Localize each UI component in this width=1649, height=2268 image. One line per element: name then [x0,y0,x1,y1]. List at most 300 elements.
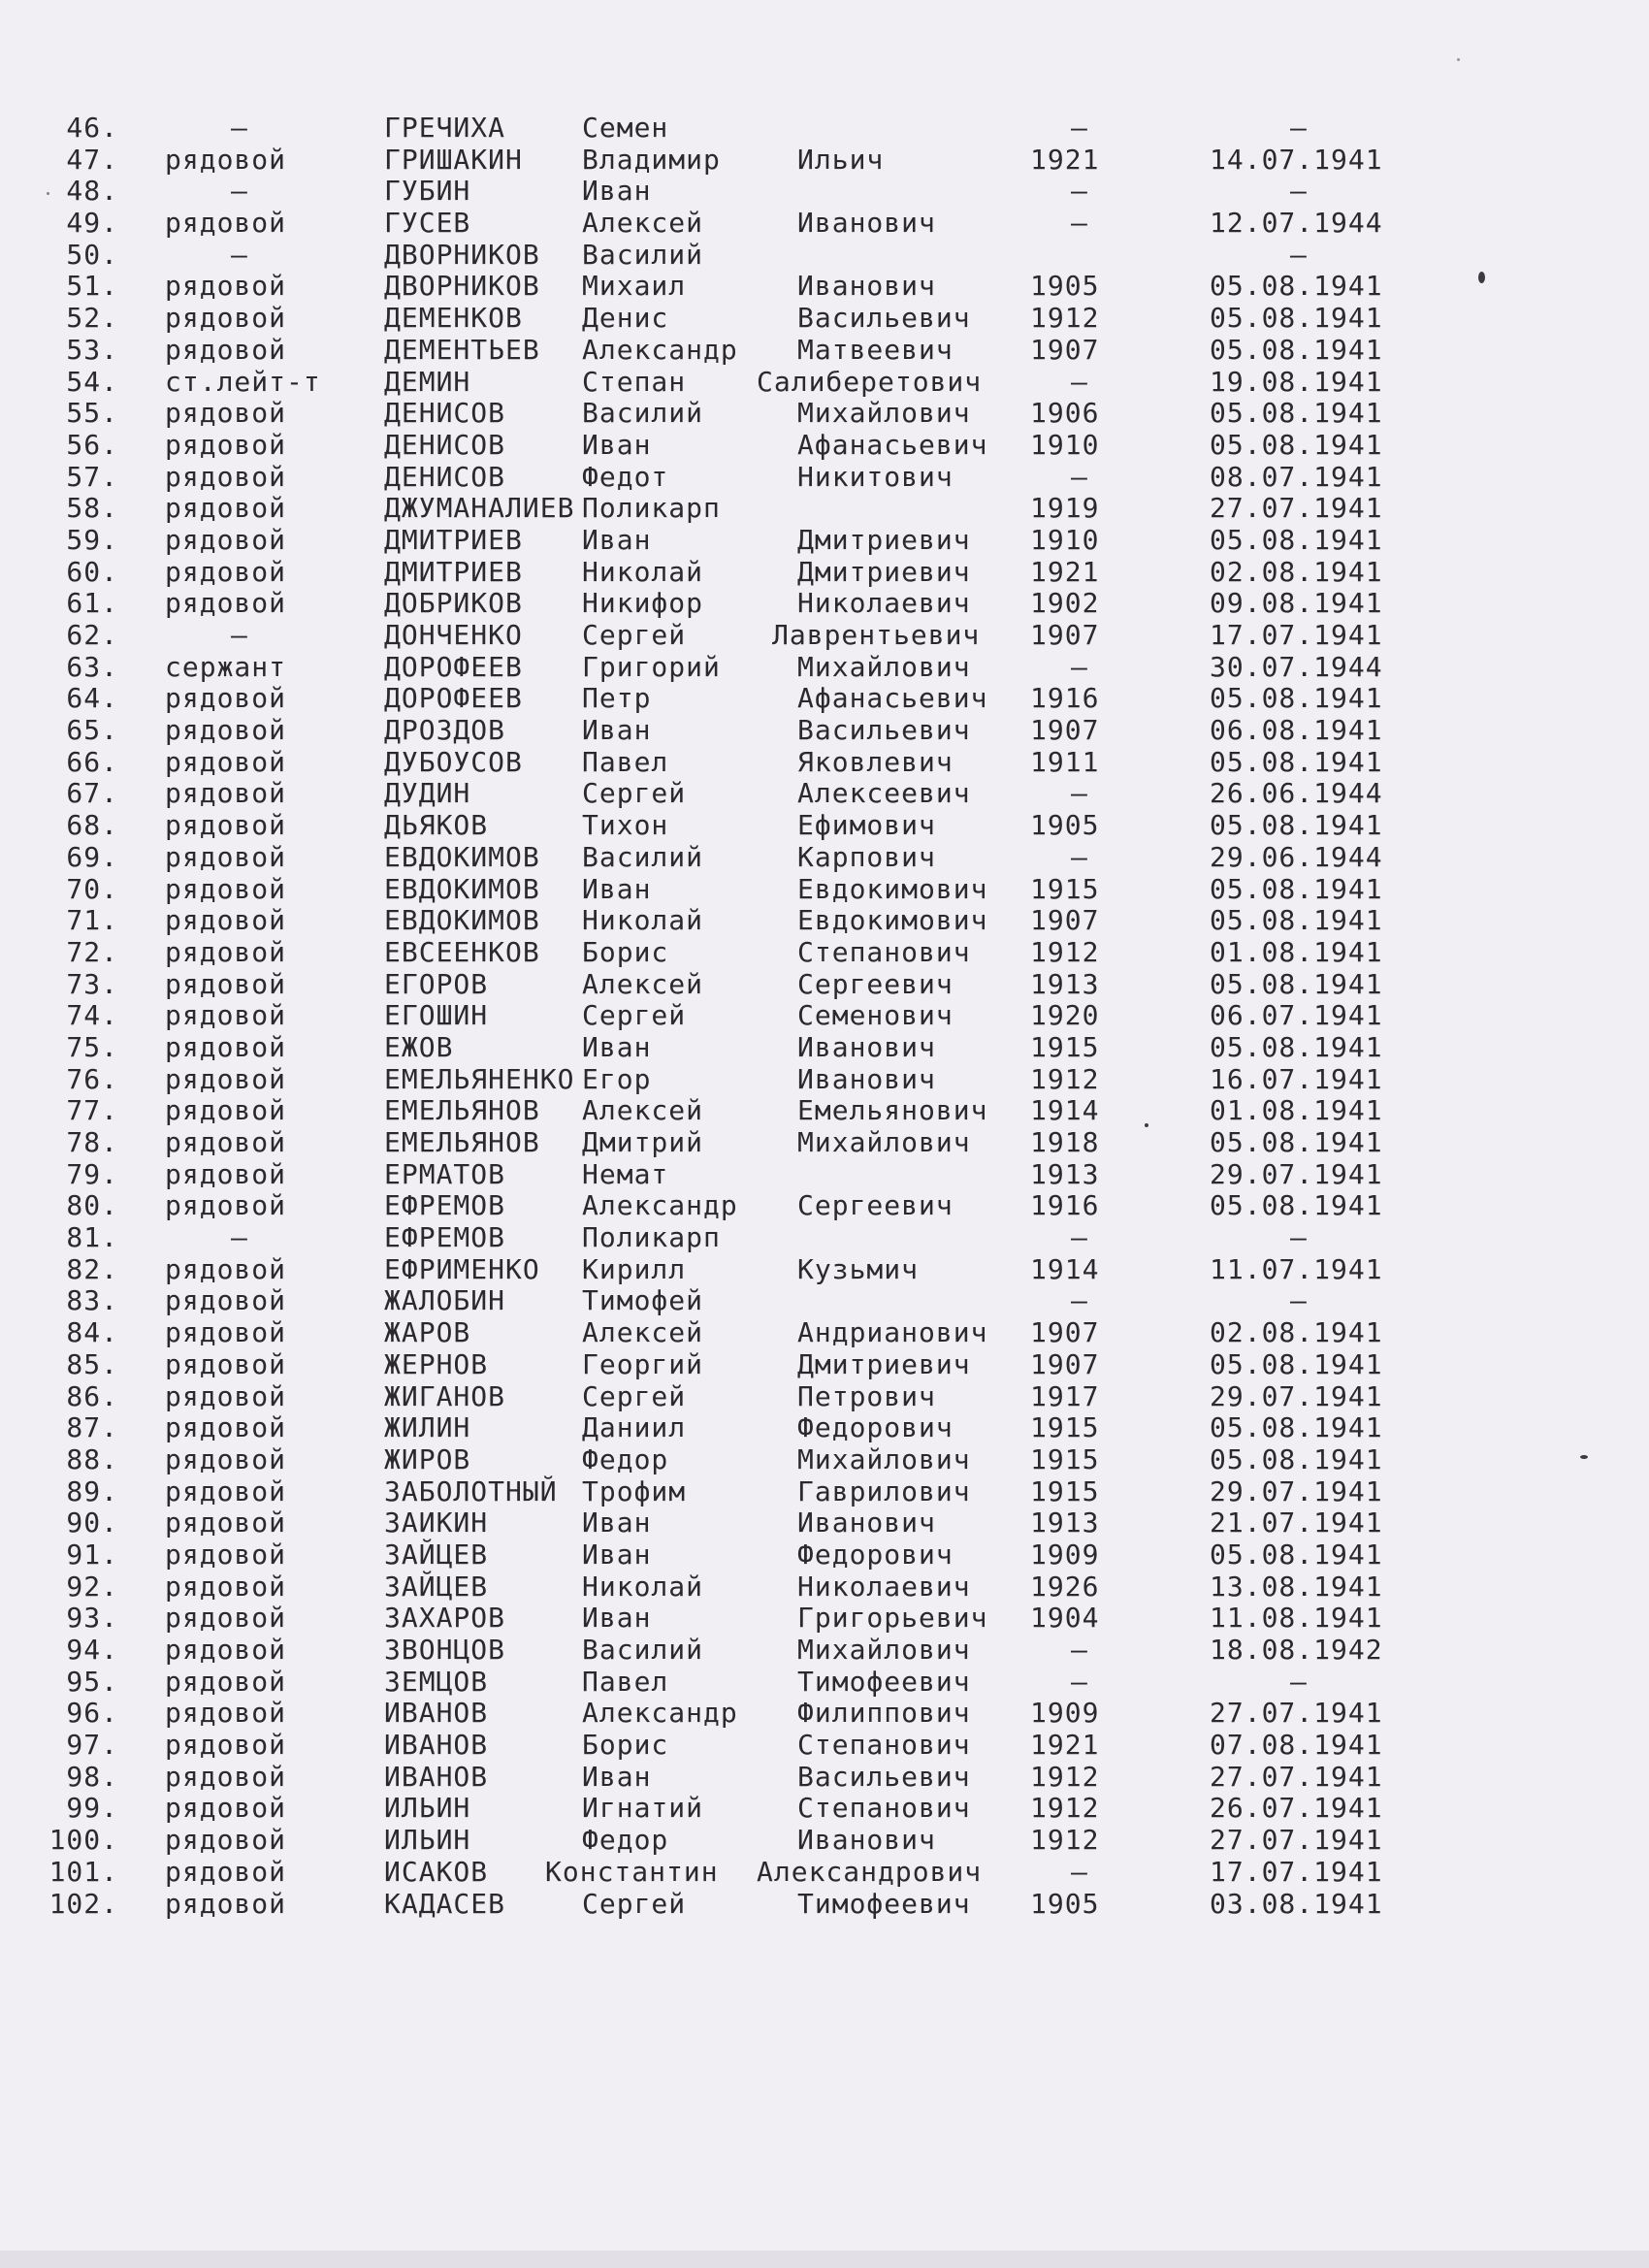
rank: – [231,238,248,271]
row-number: 81. [66,1221,118,1254]
row-number: 58. [66,492,118,525]
first-name: Александр [582,1697,738,1730]
first-name: Тимофей [582,1284,704,1317]
surname: ЗАЙЦЕВ [384,1538,489,1571]
patronymic: Карпович [797,840,936,873]
row-number: 91. [66,1538,118,1571]
birth-year: 1919 [1030,492,1100,525]
first-name: Иван [582,523,652,556]
first-name: Николай [582,555,704,588]
first-name: Иван [582,1030,652,1063]
first-name: Егор [582,1062,652,1095]
rank: рядовой [165,1126,287,1158]
surname: ГУСЕВ [384,207,471,240]
date: 26.07.1941 [1210,1792,1383,1825]
surname: ДМИТРИЕВ [384,523,523,556]
rank: рядовой [165,1379,287,1412]
patronymic: Михайлович [797,1634,971,1666]
rank: – [231,619,248,651]
birth-year: 1905 [1030,1887,1100,1920]
surname: ЖЕРНОВ [384,1347,489,1380]
rank: рядовой [165,1189,287,1222]
list-row [0,1412,1649,1444]
list-row [0,778,1649,810]
rank: рядовой [165,1665,287,1698]
row-number: 52. [66,302,118,335]
list-row [0,683,1649,715]
surname: ЗЕМЦОВ [384,1665,489,1698]
surname: ДЖУМАНАЛИЕВ [384,492,575,525]
surname: ЕВДОКИМОВ [384,904,540,937]
surname: ЕГОШИН [384,999,489,1032]
row-number: 101. [48,1855,118,1888]
patronymic: Михайлович [797,1442,971,1475]
birth-year: 1917 [1030,1379,1100,1412]
row-number: 78. [66,1126,118,1158]
row-number: 63. [66,650,118,683]
date: 07.08.1941 [1210,1729,1383,1762]
date: 12.07.1944 [1210,207,1383,240]
row-number: 68. [66,809,118,842]
surname: ЕВДОКИМОВ [384,840,540,873]
birth-year: 1915 [1030,1411,1100,1444]
list-row [0,1698,1649,1730]
first-name: Денис [582,302,669,335]
date: 11.07.1941 [1210,1252,1383,1285]
row-number: 47. [66,143,118,176]
date: 14.07.1941 [1210,143,1383,176]
surname: ДУДИН [384,777,471,810]
date: – [1290,1284,1308,1317]
surname: ДВОРНИКОВ [384,270,540,303]
rank: рядовой [165,777,287,810]
row-number: 85. [66,1347,118,1380]
patronymic: Дмитриевич [797,1347,971,1380]
list-row [0,113,1649,145]
surname: ДОРОФЕЕВ [384,682,523,715]
rank: рядовой [165,523,287,556]
rank: рядовой [165,714,287,747]
row-number: 51. [66,270,118,303]
rank: рядовой [165,555,287,588]
first-name: Николай [582,1570,704,1603]
list-row [0,1539,1649,1571]
birth-year: 1913 [1030,967,1100,1000]
date: 05.08.1941 [1210,809,1383,842]
date: 01.08.1941 [1210,935,1383,968]
surname: ИЛЬИН [384,1824,471,1857]
birth-year: 1915 [1030,1474,1100,1507]
list-row [0,493,1649,525]
first-name: Георгий [582,1347,704,1380]
list-row [0,1032,1649,1064]
patronymic: Ильич [797,143,885,176]
list-row [0,1571,1649,1604]
date: 29.06.1944 [1210,840,1383,873]
row-number: 77. [66,1094,118,1127]
patronymic: Николаевич [797,587,971,620]
rank: рядовой [165,1316,287,1349]
first-name: Александр [582,1189,738,1222]
rank: рядовой [165,1507,287,1539]
patronymic: Ефимович [797,809,936,842]
patronymic: Дмитриевич [797,523,971,556]
date: 08.07.1941 [1210,460,1383,493]
birth-year: 1909 [1030,1538,1100,1571]
rank: рядовой [165,460,287,493]
birth-year: 1906 [1030,397,1100,430]
row-number: 59. [66,523,118,556]
row-number: 72. [66,935,118,968]
row-number: 64. [66,682,118,715]
list-row [0,810,1649,842]
row-number: 82. [66,1252,118,1285]
row-number: 99. [66,1792,118,1825]
birth-year: – [1071,207,1088,240]
list-row [0,1603,1649,1635]
surname: ДВОРНИКОВ [384,238,540,271]
row-number: 73. [66,967,118,1000]
surname: ДМИТРИЕВ [384,555,523,588]
patronymic: Григорьевич [797,1602,988,1635]
first-name: Сергей [582,1887,687,1920]
rank: рядовой [165,904,287,937]
birth-year: – [1071,365,1088,398]
rank: рядовой [165,1697,287,1730]
first-name: Алексей [582,207,704,240]
list-row [0,1825,1649,1857]
date: 09.08.1941 [1210,587,1383,620]
date: 05.08.1941 [1210,904,1383,937]
first-name: Игнатий [582,1792,704,1825]
date: 27.07.1941 [1210,492,1383,525]
date: 18.08.1942 [1210,1634,1383,1666]
patronymic: Лаврентьевич [772,619,981,651]
patronymic: Сергеевич [797,1189,954,1222]
first-name: Иван [582,1507,652,1539]
row-number: 65. [66,714,118,747]
rank: рядовой [165,1887,287,1920]
birth-year: – [1071,777,1088,810]
first-name: Михаил [582,270,687,303]
birth-year: 1907 [1030,1316,1100,1349]
birth-year: 1915 [1030,872,1100,905]
patronymic: Яковлевич [797,745,954,778]
birth-year: – [1071,460,1088,493]
rank: рядовой [165,1411,287,1444]
rank: рядовой [165,1157,287,1190]
birth-year: 1907 [1030,714,1100,747]
rank: рядовой [165,1634,287,1666]
rank: рядовой [165,143,287,176]
birth-year: – [1071,1634,1088,1666]
birth-year: 1916 [1030,1189,1100,1222]
rank: рядовой [165,1030,287,1063]
row-number: 89. [66,1474,118,1507]
patronymic: Дмитриевич [797,555,971,588]
first-name: Алексей [582,1094,704,1127]
row-number: 88. [66,1442,118,1475]
surname: ЗАИКИН [384,1507,489,1539]
patronymic: Васильевич [797,1760,971,1793]
list-row [0,430,1649,462]
surname: ИВАНОВ [384,1697,489,1730]
date: 05.08.1941 [1210,1030,1383,1063]
row-number: 53. [66,333,118,366]
birth-year: 1921 [1030,143,1100,176]
first-name: Федор [582,1824,669,1857]
scan-speck [1478,272,1485,283]
date: 02.08.1941 [1210,1316,1383,1349]
row-number: 98. [66,1760,118,1793]
surname: ГРИШАКИН [384,143,523,176]
birth-year: 1911 [1030,745,1100,778]
row-number: 49. [66,207,118,240]
date: 05.08.1941 [1210,682,1383,715]
list-row [0,1507,1649,1539]
row-number: 50. [66,238,118,271]
surname: ЗВОНЦОВ [384,1634,506,1666]
birth-year: 1912 [1030,302,1100,335]
row-number: 46. [66,112,118,144]
birth-year: 1921 [1030,555,1100,588]
list-row [0,842,1649,874]
row-number: 96. [66,1697,118,1730]
list-row [0,715,1649,747]
surname: ЗАХАРОВ [384,1602,506,1635]
patronymic: Михайлович [797,397,971,430]
first-name: Федор [582,1442,669,1475]
surname: ДЕНИСОВ [384,460,506,493]
patronymic: Иванович [797,1824,936,1857]
rank: рядовой [165,1442,287,1475]
row-number: 69. [66,840,118,873]
list-row [0,1159,1649,1191]
date: 21.07.1941 [1210,1507,1383,1539]
date: 19.08.1941 [1210,365,1383,398]
patronymic: Иванович [797,1030,936,1063]
surname: ЕМЕЛЬЯНЕНКО [384,1062,575,1095]
date: 05.08.1941 [1210,270,1383,303]
birth-year: 1915 [1030,1442,1100,1475]
scan-edge [0,2251,1649,2268]
first-name: Николай [582,904,704,937]
list-row [0,1000,1649,1032]
rank: рядовой [165,1347,287,1380]
first-name: Степан [582,365,687,398]
list-row [0,335,1649,367]
rank: рядовой [165,745,287,778]
rank: рядовой [165,1792,287,1825]
first-name: Сергей [582,619,687,651]
date: 16.07.1941 [1210,1062,1383,1095]
patronymic: Петрович [797,1379,936,1412]
row-number: 71. [66,904,118,937]
list-row [0,176,1649,208]
birth-year: 1915 [1030,1030,1100,1063]
birth-year: – [1071,1221,1088,1254]
date: 27.07.1941 [1210,1760,1383,1793]
first-name: Иван [582,428,652,461]
rank: рядовой [165,492,287,525]
date: 29.07.1941 [1210,1474,1383,1507]
first-name: Иван [582,175,652,208]
surname: ЕФРЕМОВ [384,1221,506,1254]
patronymic: Тимофеевич [797,1665,971,1698]
birth-year: 1907 [1030,333,1100,366]
rank: рядовой [165,207,287,240]
list-row [0,1285,1649,1317]
row-number: 75. [66,1030,118,1063]
row-number: 100. [48,1824,118,1857]
birth-year: 1914 [1030,1252,1100,1285]
rank: – [231,112,248,144]
date: 06.07.1941 [1210,999,1383,1032]
row-number: 55. [66,397,118,430]
patronymic: Иванович [797,1507,936,1539]
birth-year: – [1071,112,1088,144]
first-name: Тихон [582,809,669,842]
birth-year: – [1071,650,1088,683]
date: – [1290,238,1308,271]
rank: рядовой [165,999,287,1032]
row-number: 86. [66,1379,118,1412]
date: 03.08.1941 [1210,1887,1383,1920]
list-row [0,1095,1649,1127]
row-number: 95. [66,1665,118,1698]
patronymic: Евдокимович [797,904,988,937]
birth-year: 1921 [1030,1729,1100,1762]
surname: ИЛЬИН [384,1792,471,1825]
date: 11.08.1941 [1210,1602,1383,1635]
surname: ГУБИН [384,175,471,208]
list-row [0,208,1649,240]
patronymic: Иванович [797,1062,936,1095]
rank: рядовой [165,935,287,968]
list-row [0,1476,1649,1508]
scan-speck [47,192,49,195]
patronymic: Гаврилович [797,1474,971,1507]
first-name: Борис [582,1729,669,1762]
surname: ЕМЕЛЬЯНОВ [384,1126,540,1158]
first-name: Немат [582,1157,669,1190]
date: 26.06.1944 [1210,777,1383,810]
first-name: Алексей [582,1316,704,1349]
surname: ЖИЛИН [384,1411,471,1444]
list-row [0,303,1649,335]
date: – [1290,175,1308,208]
first-name: Константин [545,1855,719,1888]
first-name: Иван [582,1602,652,1635]
rank: рядовой [165,270,287,303]
birth-year: 1926 [1030,1570,1100,1603]
date: 29.07.1941 [1210,1157,1383,1190]
surname: ЕЖОВ [384,1030,454,1063]
rank: рядовой [165,1729,287,1762]
rank: рядовой [165,1570,287,1603]
list-row [0,367,1649,399]
surname: ЕФРЕМОВ [384,1189,506,1222]
first-name: Поликарп [582,492,721,525]
surname: ДОБРИКОВ [384,587,523,620]
surname: ЖИРОВ [384,1442,471,1475]
list-row [0,1635,1649,1667]
surname: ЗАБОЛОТНЫЙ [384,1474,558,1507]
birth-year: 1912 [1030,1792,1100,1825]
birth-year: 1902 [1030,587,1100,620]
patronymic: Степанович [797,935,971,968]
rank: – [231,1221,248,1254]
list-row [0,1444,1649,1476]
birth-year: 1910 [1030,428,1100,461]
birth-year: 1910 [1030,523,1100,556]
surname: ИСАКОВ [384,1855,489,1888]
surname: ИВАНОВ [384,1729,489,1762]
rank: рядовой [165,682,287,715]
list-row [0,1793,1649,1825]
row-number: 80. [66,1189,118,1222]
date: 17.07.1941 [1210,1855,1383,1888]
birth-year: 1905 [1030,270,1100,303]
surname: ДЕНИСОВ [384,397,506,430]
first-name: Алексей [582,967,704,1000]
list-row [0,1064,1649,1096]
list-row [0,937,1649,969]
list-row [0,145,1649,177]
list-row [0,969,1649,1001]
rank: рядовой [165,587,287,620]
first-name: Иван [582,872,652,905]
row-number: 90. [66,1507,118,1539]
patronymic: Никитович [797,460,954,493]
first-name: Иван [582,714,652,747]
row-number: 57. [66,460,118,493]
birth-year: – [1071,175,1088,208]
patronymic: Сергеевич [797,967,954,1000]
surname: ДРОЗДОВ [384,714,506,747]
rank: рядовой [165,1094,287,1127]
date: 05.08.1941 [1210,523,1383,556]
birth-year: 1907 [1030,1347,1100,1380]
date: 17.07.1941 [1210,619,1383,651]
surname: ДЕНИСОВ [384,428,506,461]
first-name: Трофим [582,1474,687,1507]
list-row [0,588,1649,620]
date: 06.08.1941 [1210,714,1383,747]
patronymic: Тимофеевич [797,1887,971,1920]
birth-year: – [1071,1284,1088,1317]
birth-year: 1907 [1030,619,1100,651]
rank: рядовой [165,1252,287,1285]
surname: ЕВДОКИМОВ [384,872,540,905]
row-number: 60. [66,555,118,588]
rank: рядовой [165,809,287,842]
surname: ЕРМАТОВ [384,1157,506,1190]
date: 05.08.1941 [1210,1126,1383,1158]
first-name: Иван [582,1760,652,1793]
date: 02.08.1941 [1210,555,1383,588]
rank: рядовой [165,428,287,461]
list-row [0,1762,1649,1794]
row-number: 56. [66,428,118,461]
list-row [0,240,1649,272]
birth-year: 1912 [1030,1062,1100,1095]
list-row [0,1889,1649,1921]
row-number: 66. [66,745,118,778]
rank: рядовой [165,397,287,430]
birth-year: 1920 [1030,999,1100,1032]
surname: ЖИГАНОВ [384,1379,506,1412]
